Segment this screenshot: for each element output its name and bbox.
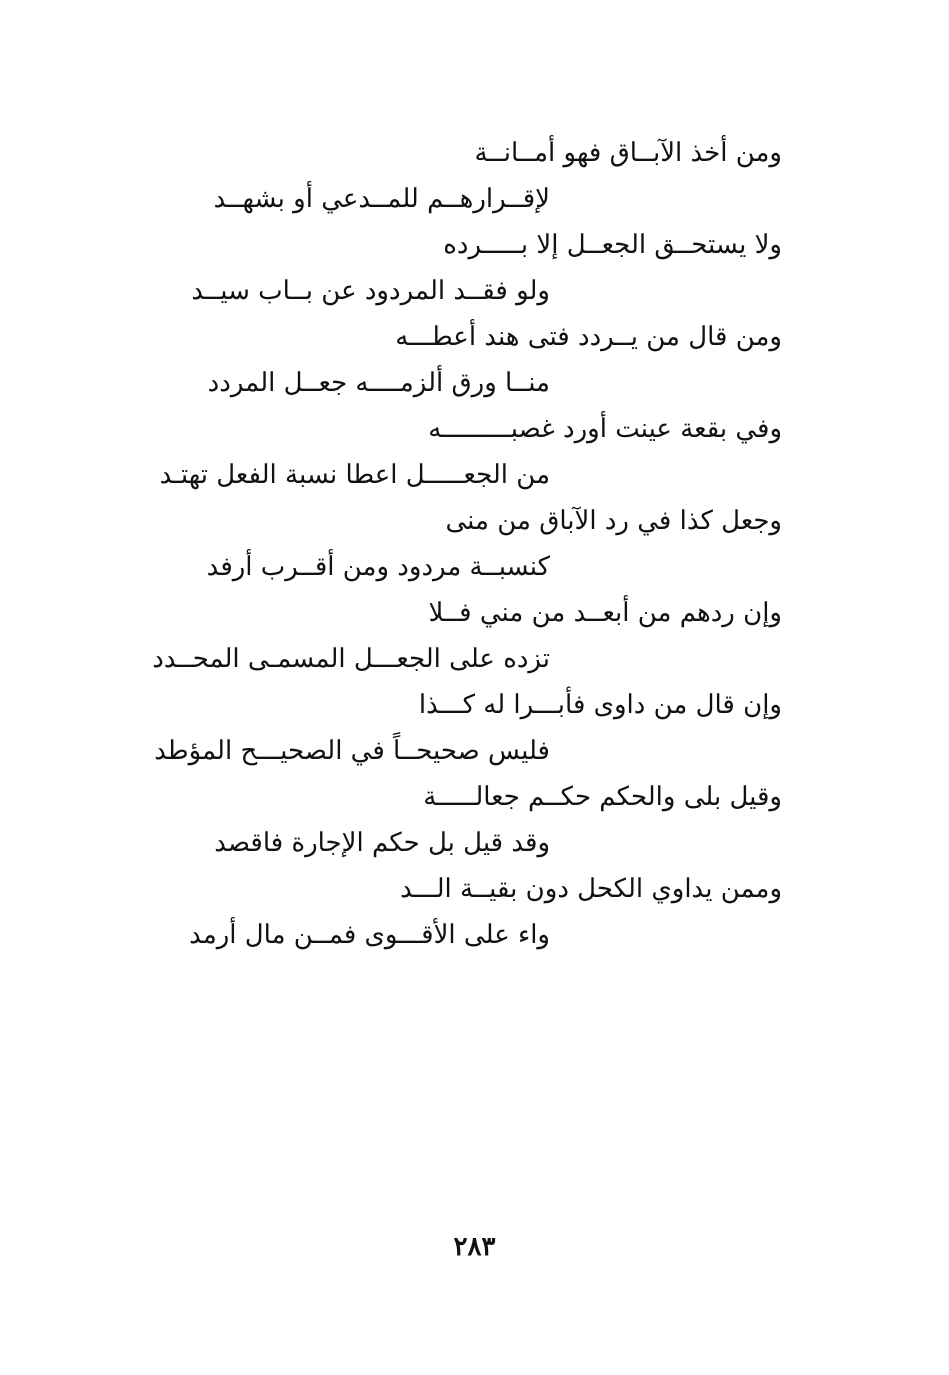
verse-1 [150,130,800,222]
verse-8-first-hemistich: وقيل بلى والحكم حكــم جعالـــــة [423,782,782,812]
verse-3 [150,314,800,406]
verse-9-first-hemistich: وممن يداوي الكحل دون بقيــة الـــد [400,874,782,904]
verse-7 [150,682,800,774]
verse-7-second-hemistich: فليس صحيحــاً في الصحيـــح المؤطد [154,736,550,766]
verse-3-first-hemistich: ومن قال من يــردد فتى هند أعطـــه [395,322,782,352]
verse-4-second-hemistich: من الجعـــــل اعطا نسبة الفعل تهتـد [159,460,550,490]
verse-8-second-hemistich: وقد قيل بل حكم الإجارة فاقصد [214,828,550,858]
verse-7-first-hemistich: وإن قال من داوى فأبـــرا له كـــذا [418,690,782,720]
verse-1-second-hemistich: لإقــرارهــم للمــدعي أو بشهــد [213,184,550,214]
verse-5-first-hemistich: وجعل كذا في رد الآباق من منى [445,506,782,536]
verse-2-first-hemistich: ولا يستحــق الجعــل إلا بـــــرده [443,230,782,260]
verse-6-first-hemistich: وإن ردهم من أبعــد من مني فــلا [428,598,782,628]
verse-4-first-hemistich: وفي بقعة عينت أورد غصبـــــــــه [428,414,782,444]
verse-6 [150,590,800,682]
verse-2-second-hemistich: ولو فقــد المردود عن بــاب سيــد [191,276,550,306]
verse-4 [150,406,800,498]
verse-8 [150,774,800,866]
page-number: ٢٨٣ [453,1232,496,1262]
verse-9-second-hemistich: واء على الأقـــوى فمــن مال أرمد [189,920,550,950]
verse-5 [150,498,800,590]
verse-5-second-hemistich: كنسبــة مردود ومن أقــرب أرفد [206,552,550,582]
verse-9 [150,866,800,958]
verse-3-second-hemistich: منــا ورق ألزمــــه جعــل المردد [207,368,550,398]
verse-1-first-hemistich: ومن أخذ الآبــاق فهو أمــانــة [474,138,782,168]
verse-2 [150,222,800,314]
poem-body [150,130,800,958]
verse-6-second-hemistich: تزده على الجعـــل المسمـى المحــدد [152,644,550,674]
